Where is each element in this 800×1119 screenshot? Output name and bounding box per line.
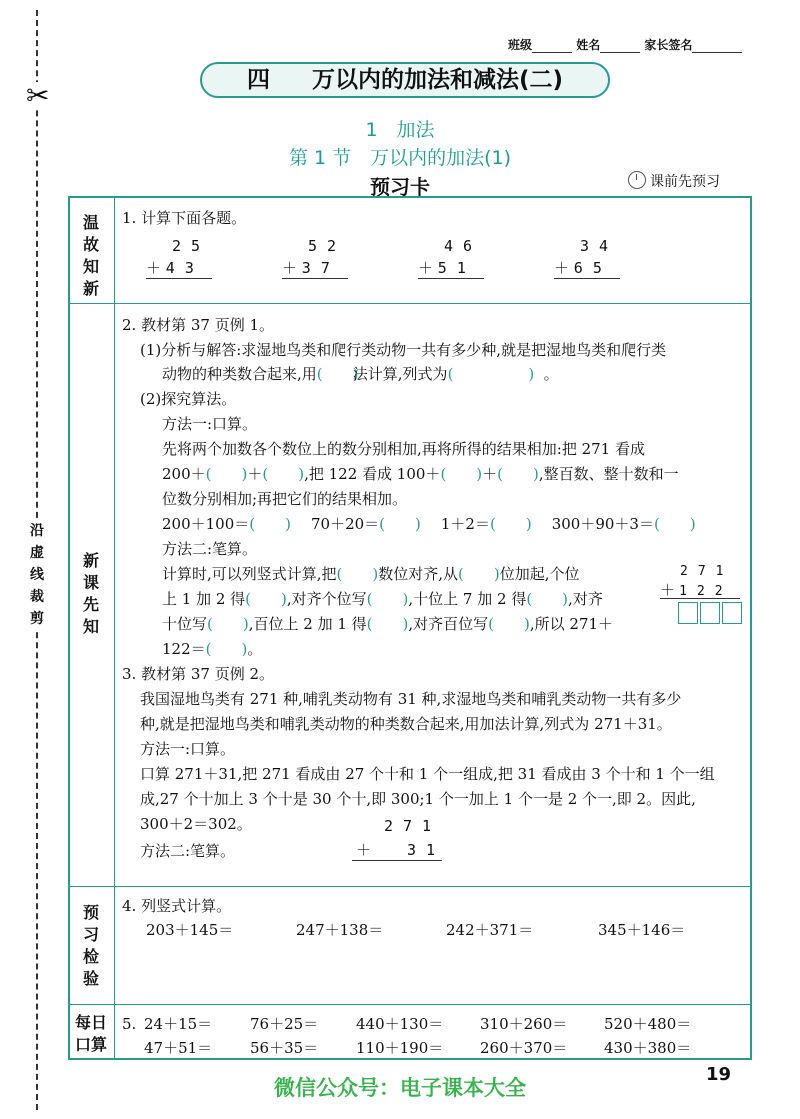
- answer-blank[interactable]: ( ): [497, 465, 539, 483]
- q1-line: [418, 278, 484, 279]
- card-title: 预习卡: [370, 175, 430, 199]
- q5-item: 56＋35＝: [250, 1039, 319, 1057]
- page-number: 19: [706, 1064, 732, 1085]
- row-divider: [68, 303, 752, 304]
- q1-top-3: 46: [444, 237, 483, 255]
- q5-item: 430＋380＝: [604, 1039, 692, 1057]
- q1-title: 1. 计算下面各题。: [122, 209, 247, 227]
- parent-sign-blank[interactable]: [692, 40, 742, 53]
- q1-top-4: 34: [580, 237, 619, 255]
- answer-blank[interactable]: ( ): [262, 465, 305, 483]
- q2-answer-boxes: [678, 602, 744, 624]
- q2-vertical-top: 271: [680, 564, 734, 579]
- answer-blank[interactable]: ( ): [366, 590, 409, 608]
- unit-number: 四: [246, 67, 270, 93]
- q3-vertical-bottom: ＋ 31: [356, 841, 446, 859]
- answer-blank[interactable]: ( ): [205, 465, 248, 483]
- alarm-clock-icon: [628, 171, 646, 189]
- q5-item: 310＋260＝: [480, 1015, 568, 1033]
- q3-line3: 口算 271＋31,把 271 看成由 27 个十和 1 个一组成,把 31 看成由 3 个十和 1 个一组: [140, 765, 715, 783]
- daily-section-label: 每日 口算: [74, 1013, 107, 1054]
- q2-method2-line2: 上 1 加 2 得( ),对齐个位写( ),十位上 7 加 2 得( ),对齐: [162, 590, 603, 608]
- answer-blank[interactable]: ( ): [336, 565, 379, 583]
- answer-blank[interactable]: ( ): [366, 615, 409, 633]
- q1-problem-4: ＋ 65: [554, 259, 612, 277]
- class-label: 班级: [508, 38, 533, 52]
- answer-blank[interactable]: ( ): [653, 515, 696, 533]
- q4-item: 345＋146＝: [598, 921, 686, 939]
- q3-method1: 方法一:口算。: [140, 740, 236, 758]
- q2-method1: 方法一:口算。: [162, 415, 258, 433]
- section-title: 第 1 节 万以内的加法(1): [288, 147, 512, 169]
- q2-method1-line1: 先将两个加数各个数位上的数分别相加,再将所得的结果相加:把 271 看成: [162, 440, 645, 458]
- q5-item: 440＋130＝: [356, 1015, 444, 1033]
- q2-method1-line2: 200＋( )＋( ),把 122 看成 100＋( )＋( ),整百数、整十数和一: [162, 465, 679, 483]
- q2-analysis-line2: 动物的种类数合起来,用( )法计算,列式为( ) 。: [162, 365, 559, 383]
- lesson-title: 1 加法: [365, 119, 435, 141]
- q1-line: [554, 278, 620, 279]
- q3-vertical-top: 271: [384, 817, 442, 835]
- row-divider: [68, 1004, 752, 1005]
- name-blank[interactable]: [600, 40, 640, 53]
- q1-top-1: 25: [172, 237, 211, 255]
- answer-blank[interactable]: ( ): [488, 615, 530, 633]
- class-blank[interactable]: [532, 40, 572, 53]
- answer-blank[interactable]: ( ): [379, 515, 421, 533]
- unit-banner: [200, 62, 610, 98]
- review-section-label: 温故知新: [82, 213, 99, 298]
- answer-blank[interactable]: ( ): [249, 515, 291, 533]
- q3-line2: 种,就是把湿地鸟类和哺乳类动物的种类数合起来,用加法计算,列式为 271＋31。: [140, 715, 672, 733]
- student-info-line: [508, 36, 742, 53]
- q1-top-2: 52: [308, 237, 347, 255]
- check-section-label: 预习检验: [82, 903, 99, 988]
- answer-blank[interactable]: ( ): [440, 465, 483, 483]
- new-lesson-section-label: 新课先知: [82, 551, 99, 636]
- answer-blank[interactable]: ( ): [458, 565, 500, 583]
- q1-problem-1: ＋ 43: [146, 259, 204, 277]
- q2-explore: (2)探究算法。: [140, 390, 237, 408]
- q1-problem-3: ＋ 51: [418, 259, 476, 277]
- q4-item: 203＋145＝: [146, 921, 234, 939]
- q4-item: 242＋371＝: [446, 921, 534, 939]
- q3-line1: 我国湿地鸟类有 271 种,哺乳类动物有 31 种,求湿地鸟类和哺乳类动物一共有多少: [140, 690, 682, 708]
- preview-tag-text: 课前先预习: [650, 174, 720, 190]
- q5-item: 76＋25＝: [250, 1015, 319, 1033]
- q2-vertical-bottom: ＋ 122: [660, 581, 733, 599]
- q1-problem-2: ＋ 37: [282, 259, 340, 277]
- q2-method1-line3: 位数分别相加;再把它们的结果相加。: [162, 490, 408, 508]
- cut-instruction: 沿虚线裁剪: [26, 520, 48, 630]
- q5-item: 520＋480＝: [604, 1015, 692, 1033]
- q2-analysis-line1: (1)分析与解答:求湿地鸟类和爬行类动物一共有多少种,就是把湿地鸟类和爬行类: [140, 341, 667, 359]
- name-label: 姓名: [576, 38, 601, 52]
- q2-vertical-line: [660, 598, 740, 599]
- q3-line5: 300＋2＝302。: [140, 815, 252, 833]
- scissors-icon: ✂: [26, 79, 50, 112]
- q3-method2: 方法二:笔算。: [140, 842, 236, 860]
- unit-title: 万以内的加法和减法(二): [312, 67, 564, 93]
- answer-box[interactable]: [722, 602, 742, 624]
- row-divider: [68, 886, 752, 887]
- q4-item: 247＋138＝: [296, 921, 384, 939]
- answer-blank[interactable]: ( ): [205, 640, 248, 658]
- q1-line: [282, 278, 348, 279]
- q2-method2: 方法二:笔算。: [162, 540, 258, 558]
- q5-item: 260＋370＝: [480, 1039, 568, 1057]
- parent-sign-label: 家长签名: [644, 38, 693, 52]
- answer-blank[interactable]: ( ): [489, 515, 532, 533]
- q1-line: [146, 278, 212, 279]
- q3-line4: 成,27 个十加上 3 个十是 30 个十,即 300;1 个一加上 1 个一是 2 个一,即 2。因此,: [140, 790, 696, 808]
- q2-method2-line1: 计算时,可以列竖式计算,把( )数位对齐,从( )位加起,个位: [162, 565, 580, 583]
- q4-title: 4. 列竖式计算。: [122, 897, 232, 915]
- answer-box[interactable]: [678, 602, 698, 624]
- q3-title: 3. 教材第 37 页例 2。: [122, 665, 275, 683]
- q5-number: 5.: [122, 1015, 137, 1033]
- answer-blank[interactable]: ( ): [526, 590, 569, 608]
- answer-blank[interactable]: ( ): [447, 365, 535, 383]
- q2-equations: 200＋100＝( ) 70＋20＝( ) 1＋2＝( ) 300＋90＋3＝( ): [162, 515, 696, 533]
- preview-tag: [628, 171, 720, 191]
- q5-item: 110＋190＝: [356, 1039, 444, 1057]
- label-column-divider: [114, 196, 115, 1060]
- wechat-watermark: 微信公众号：电子课本大全: [274, 1076, 526, 1100]
- q5-item: 24＋15＝: [144, 1015, 213, 1033]
- q2-title: 2. 教材第 37 页例 1。: [122, 316, 275, 334]
- q5-item: 47＋51＝: [144, 1039, 213, 1057]
- answer-blank[interactable]: ( ): [316, 365, 359, 383]
- q3-vertical-line: [352, 860, 442, 861]
- answer-blank[interactable]: ( ): [207, 615, 249, 633]
- answer-blank[interactable]: ( ): [245, 590, 287, 608]
- q2-method2-line4: 122＝( )。: [162, 640, 263, 658]
- answer-box[interactable]: [700, 602, 720, 624]
- q2-method2-line3: 十位写( ),百位上 2 加 1 得( ),对齐百位写( ),所以 271＋: [162, 615, 614, 633]
